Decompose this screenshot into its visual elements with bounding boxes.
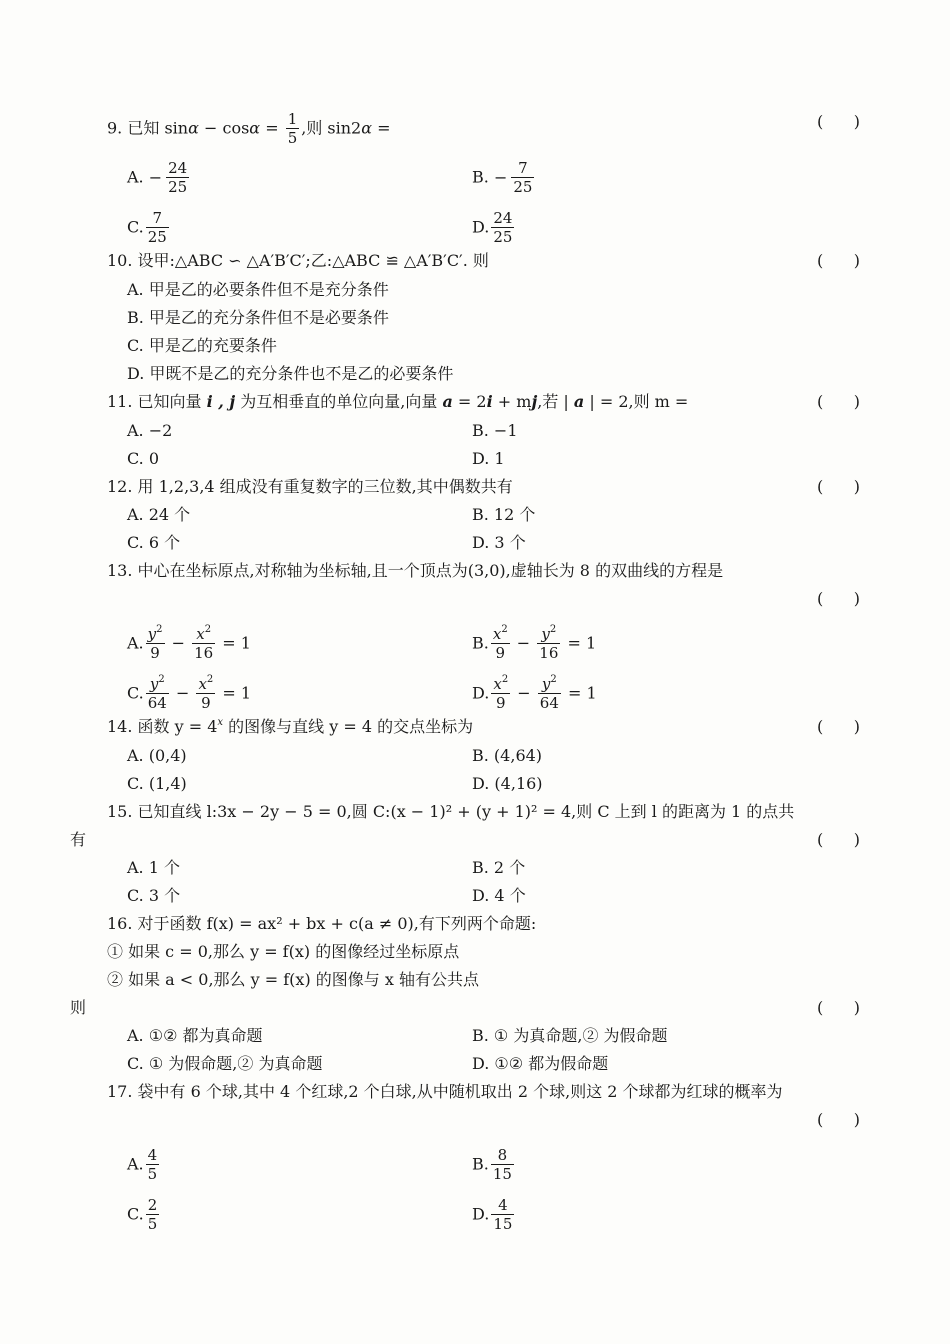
q13-option-b: B. $\frac{x^2}{9}$ − $\frac{y^2}{16}$ = 1 bbox=[472, 624, 597, 662]
q12-answer-blank: ( ) bbox=[817, 477, 860, 496]
q9-eq: = bbox=[260, 118, 284, 138]
q9-end: = bbox=[372, 118, 391, 138]
q9-stem bbox=[107, 112, 391, 146]
q9-fraction: $\frac{1}{5}$ bbox=[287, 110, 298, 147]
q14-option-d: D. (4,16) bbox=[472, 774, 543, 793]
q16-proposition-2: ② 如果 a < 0,那么 y = f(x) 的图像与 x 轴有公共点 bbox=[107, 970, 479, 989]
q9-post: ,则 sin2 bbox=[301, 118, 362, 138]
q15-option-a: A. 1 个 bbox=[127, 858, 180, 877]
q9-answer-blank: ( ) bbox=[817, 112, 860, 131]
q13-option-c: C. $\frac{y^2}{64}$ − $\frac{x^2}{9}$ = 1 bbox=[127, 674, 252, 712]
q16-option-c: C. ① 为假命题,② 为真命题 bbox=[127, 1054, 323, 1073]
q9-num: 9. bbox=[107, 118, 123, 138]
q14-option-b: B. (4,64) bbox=[472, 746, 543, 765]
q16-answer-blank: ( ) bbox=[817, 998, 860, 1017]
q12-option-c: C. 6 个 bbox=[127, 533, 181, 552]
q16-proposition-1: ① 如果 c = 0,那么 y = f(x) 的图像经过坐标原点 bbox=[107, 942, 460, 961]
q14-option-c: C. (1,4) bbox=[127, 774, 187, 793]
q16-stem: 16. 对于函数 f(x) = ax² + bx + c(a ≠ 0),有下列两个命题: bbox=[107, 914, 537, 933]
q16-option-b: B. ① 为真命题,② 为假命题 bbox=[472, 1026, 668, 1045]
q13-option-a: A. $\frac{y^2}{9}$ − $\frac{x^2}{16}$ = 1 bbox=[127, 624, 251, 662]
q9-alpha-2: α bbox=[249, 118, 261, 138]
q11-option-b: B. −1 bbox=[472, 421, 518, 440]
q10-option-b: B. 甲是乙的充分条件但不是必要条件 bbox=[127, 308, 389, 327]
q17-option-b: B. $\frac{8}{15}$ bbox=[472, 1146, 512, 1183]
q10-option-d: D. 甲既不是乙的充分条件也不是乙的必要条件 bbox=[127, 364, 454, 383]
q13-answer-blank: ( ) bbox=[817, 589, 860, 608]
q17-option-a: A. $\frac{4}{5}$ bbox=[127, 1146, 158, 1183]
q15-stem-cont: 有 bbox=[70, 830, 87, 849]
q16-option-a: A. ①② 都为真命题 bbox=[127, 1026, 263, 1045]
q13-stem: 13. 中心在坐标原点,对称轴为坐标轴,且一个顶点为(3,0),虚轴长为 8 的双曲线的方程是 bbox=[107, 561, 724, 580]
q14-stem: 14. 函数 $y = 4^x$ 的图像与直线 y = 4 的交点坐标为 bbox=[107, 717, 474, 736]
q15-option-b: B. 2 个 bbox=[472, 858, 526, 877]
q10-option-c: C. 甲是乙的充要条件 bbox=[127, 336, 277, 355]
q14-answer-blank: ( ) bbox=[817, 717, 860, 736]
q15-option-d: D. 4 个 bbox=[472, 886, 526, 905]
q11-option-a: A. −2 bbox=[127, 421, 173, 440]
q16-option-d: D. ①② 都为假命题 bbox=[472, 1054, 609, 1073]
q15-answer-blank: ( ) bbox=[817, 830, 860, 849]
q16-stem-cont: 则 bbox=[70, 998, 87, 1017]
q17-answer-blank: ( ) bbox=[817, 1110, 860, 1129]
q12-option-a: A. 24 个 bbox=[127, 505, 191, 524]
q9-alpha-3: α bbox=[361, 118, 373, 138]
q11-answer-blank: ( ) bbox=[817, 392, 860, 411]
q15-option-c: C. 3 个 bbox=[127, 886, 181, 905]
q9-minus-cos: − cos bbox=[198, 118, 250, 138]
q9-option-b: B. − $\frac{7}{25}$ bbox=[472, 159, 533, 196]
q11-stem: 11. 已知向量 i , j 为互相垂直的单位向量,向量 a = 2i + mj,若 | a | = 2,则 m = bbox=[107, 392, 689, 411]
q12-option-b: B. 12 个 bbox=[472, 505, 536, 524]
q12-option-d: D. 3 个 bbox=[472, 533, 526, 552]
q10-option-a: A. 甲是乙的必要条件但不是充分条件 bbox=[127, 280, 389, 299]
q14-option-a: A. (0,4) bbox=[127, 746, 187, 765]
q11-option-c: C. 0 bbox=[127, 449, 160, 468]
q9-option-c: C. $\frac{7}{25}$ bbox=[127, 209, 167, 246]
q17-option-d: D. $\frac{4}{15}$ bbox=[472, 1196, 513, 1233]
q10-stem: 10. 设甲:△ABC ∽ △A′B′C′;乙:△ABC ≌ △A′B′C′. 则 bbox=[107, 251, 489, 270]
q15-stem: 15. 已知直线 l:3x − 2y − 5 = 0,圆 C:(x − 1)² + (y + 1)² = 4,则 C 上到 l 的距离为 1 的点共 bbox=[107, 802, 795, 821]
q17-stem: 17. 袋中有 6 个球,其中 4 个红球,2 个白球,从中随机取出 2 个球,则这 2 个球都为红球的概率为 bbox=[107, 1082, 783, 1101]
q17-option-c: C. $\frac{2}{5}$ bbox=[127, 1196, 158, 1233]
q9-alpha: α bbox=[188, 118, 199, 138]
q13-option-d: D. $\frac{x^2}{9}$ − $\frac{y^2}{64}$ = 1 bbox=[472, 674, 597, 712]
q9-option-d: D. $\frac{24}{25}$ bbox=[472, 209, 513, 246]
q10-answer-blank: ( ) bbox=[817, 251, 860, 270]
q9-option-a: A. − $\frac{24}{25}$ bbox=[127, 159, 188, 196]
q11-option-d: D. 1 bbox=[472, 449, 505, 468]
q9-pre: 已知 sin bbox=[127, 118, 189, 138]
q12-stem: 12. 用 1,2,3,4 组成没有重复数字的三位数,其中偶数共有 bbox=[107, 477, 513, 496]
